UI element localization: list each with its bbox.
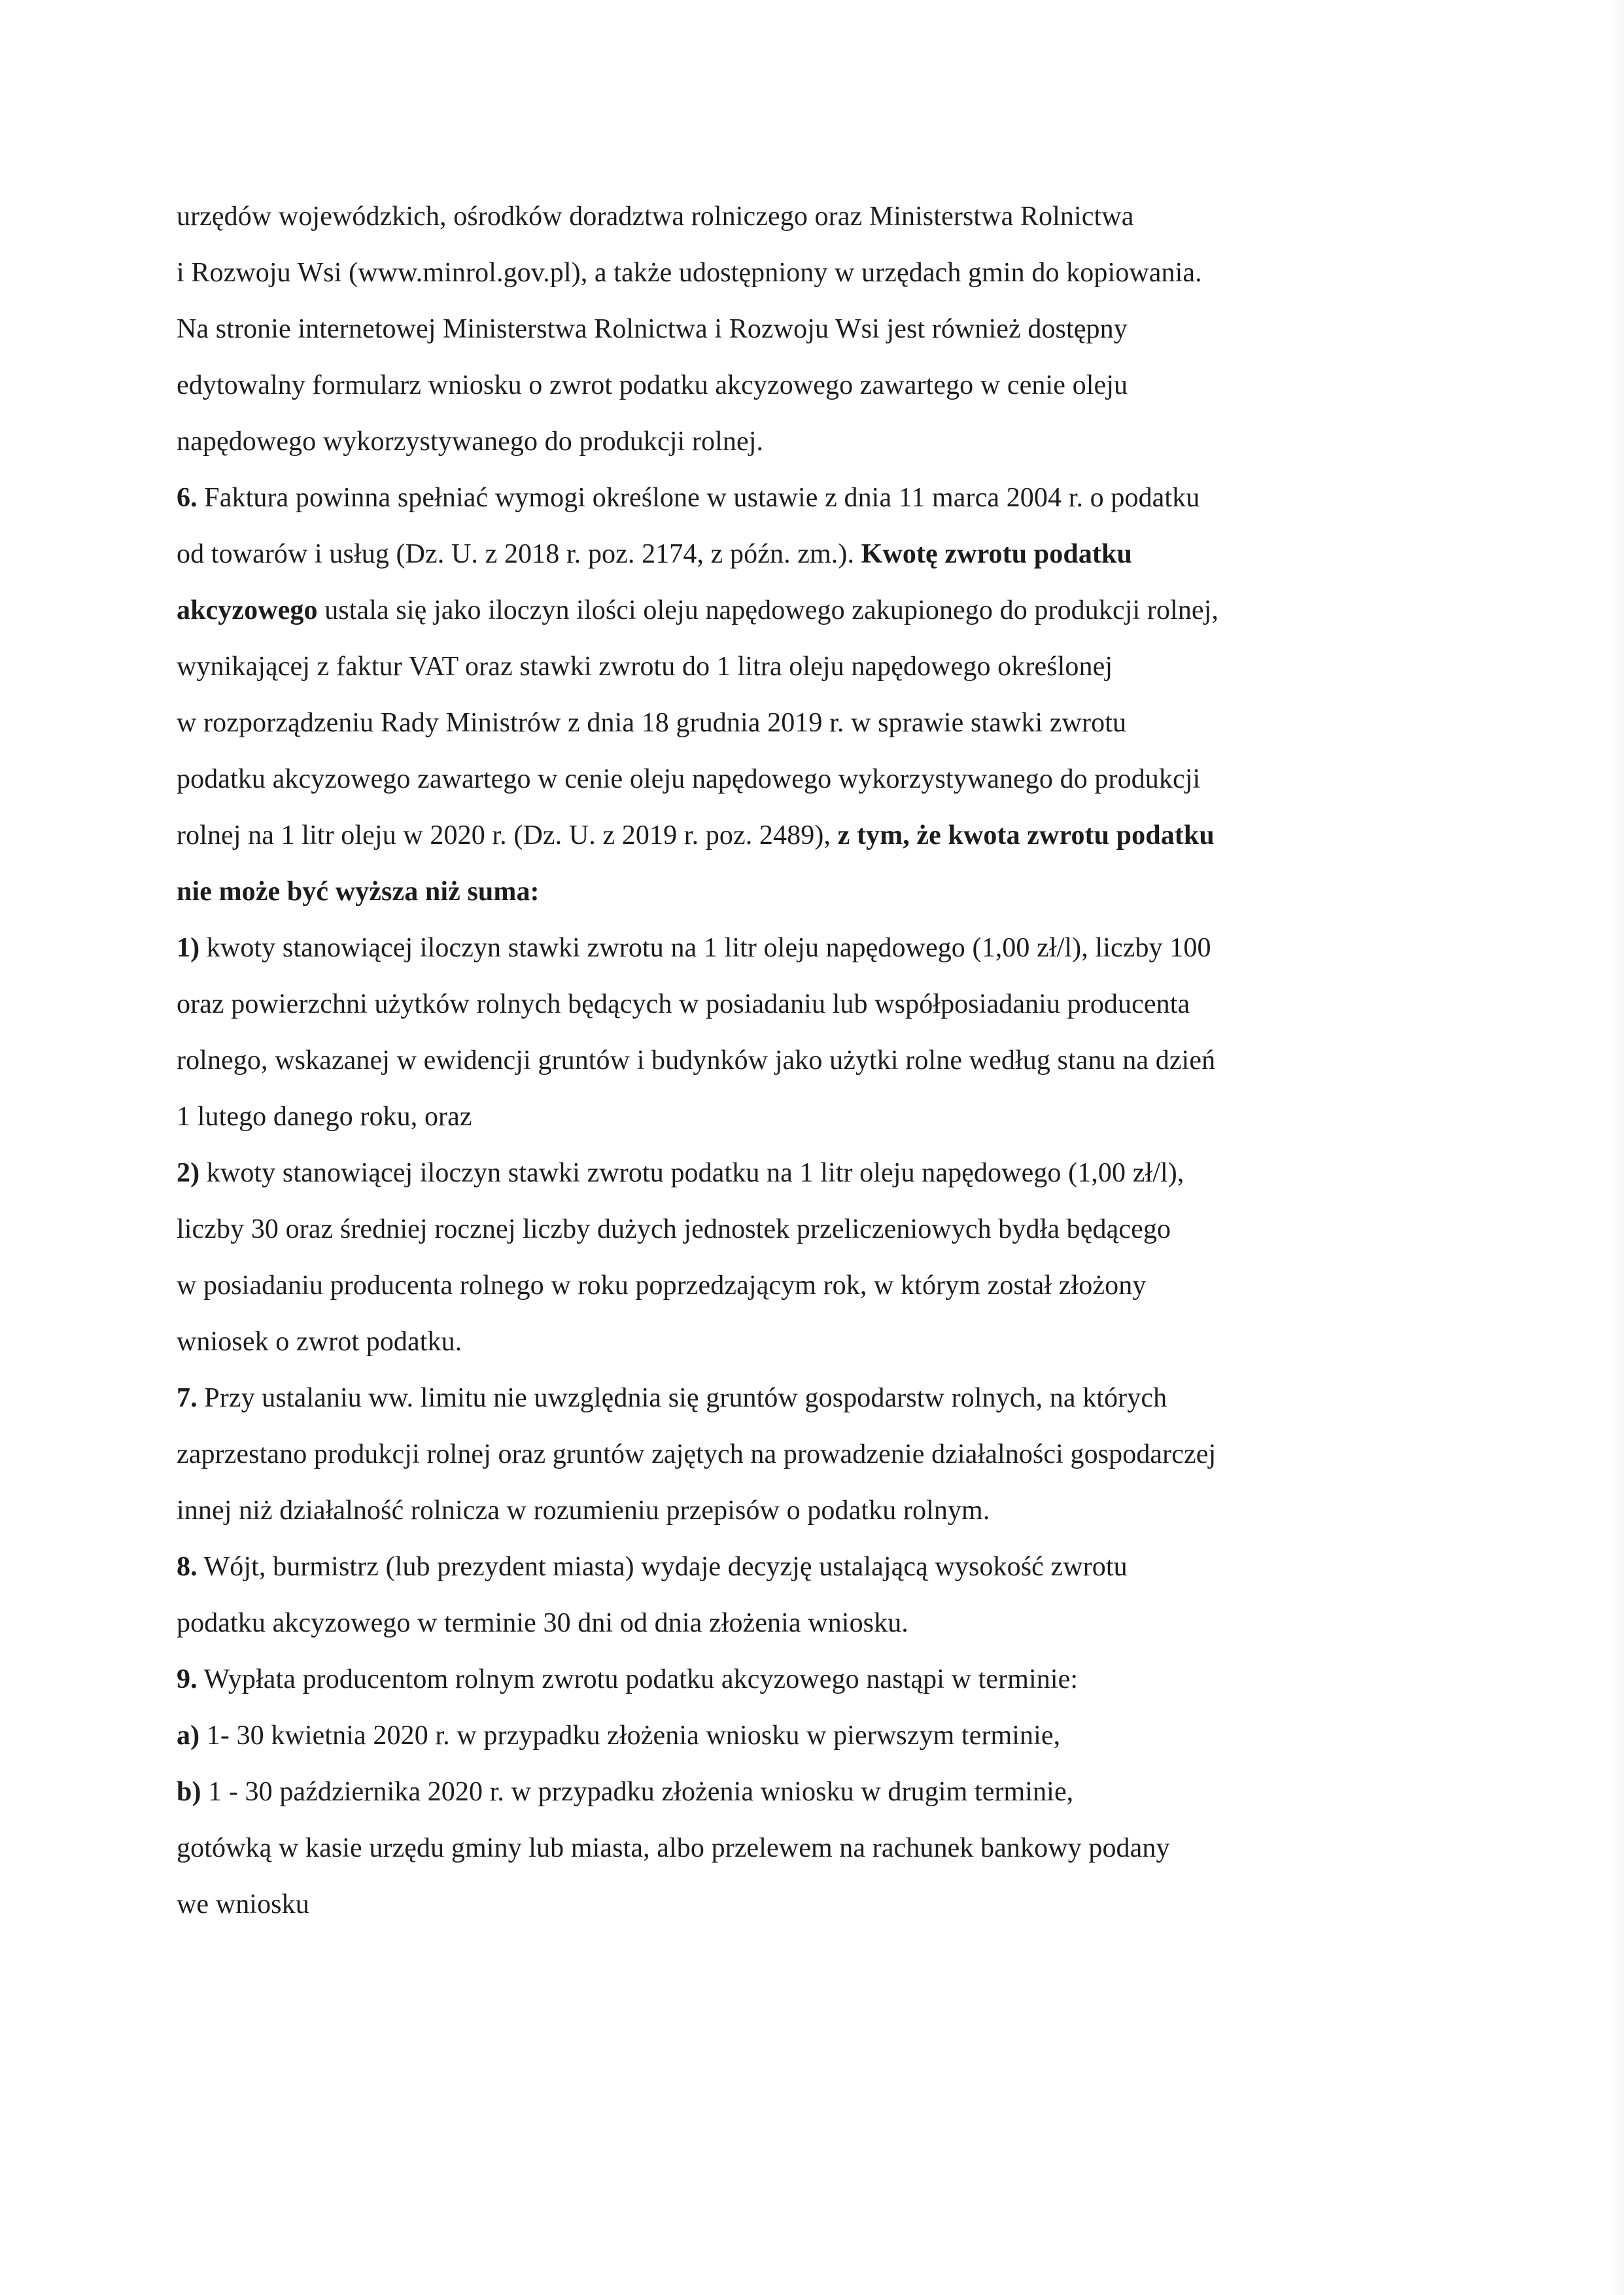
text-line: akcyzowego ustala się jako iloczyn ilości oleju napędowego zakupionego do produkcji rolnej,	[177, 595, 1219, 625]
text-line: podatku akcyzowego w terminie 30 dni od dnia złożenia wniosku.	[177, 1608, 908, 1638]
text-line: wynikającej z faktur VAT oraz stawki zwrotu do 1 litra oleju napędowego określonej	[177, 652, 1113, 682]
point-number: 6.	[177, 483, 198, 513]
sub-item-b-line: b) 1 - 30 października 2020 r. w przypadku złożenia wniosku w drugim terminie,	[177, 1777, 1074, 1807]
point-number: 9.	[177, 1664, 198, 1694]
text-line: od towarów i usług (Dz. U. z 2018 r. poz. 2174, z późn. zm.). Kwotę zwrotu podatku	[177, 539, 1132, 569]
text-line: zaprzestano produkcji rolnej oraz gruntów zajętych na prowadzenie działalności gospodarczej	[177, 1439, 1217, 1469]
list-letter: b)	[177, 1777, 201, 1807]
text-line: urzędów wojewódzkich, ośrodków doradztwa rolniczego oraz Ministerstwa Rolnictwa	[177, 201, 1134, 232]
text-line: rolnej na 1 litr oleju w 2020 r. (Dz. U. z 2019 r. poz. 2489), z tym, że kwota zwrotu podatku	[177, 820, 1215, 850]
point-7-line: 7. Przy ustalaniu ww. limitu nie uwzględnia się gruntów gospodarstw rolnych, na których	[177, 1383, 1167, 1413]
text-line: rolnego, wskazanej w ewidencji gruntów i budynków jako użytki rolne według stanu na dzień	[177, 1045, 1216, 1076]
text-line: liczby 30 oraz średniej rocznej liczby dużych jednostek przeliczeniowych bydła będącego	[177, 1214, 1171, 1244]
text-line: Na stronie internetowej Ministerstwa Rolnictwa i Rozwoju Wsi jest również dostępny	[177, 314, 1128, 344]
list-number: 2)	[177, 1158, 200, 1188]
text-line: wniosek o zwrot podatku.	[177, 1327, 462, 1357]
point-6-line: 6. Faktura powinna spełniać wymogi określone w ustawie z dnia 11 marca 2004 r. o podatku	[177, 483, 1200, 513]
bold-phrase: akcyzowego	[177, 595, 318, 625]
bold-phrase: Kwotę zwrotu podatku	[861, 539, 1132, 569]
bold-phrase: nie może być wyższa niż suma:	[177, 877, 540, 907]
text-line: podatku akcyzowego zawartego w cenie oleju napędowego wykorzystywanego do produkcji	[177, 764, 1201, 794]
text-line: innej niż działalność rolnicza w rozumieniu przepisów o podatku rolnym.	[177, 1496, 990, 1526]
text-line: oraz powierzchni użytków rolnych będących w posiadaniu lub współposiadaniu producenta	[177, 989, 1190, 1019]
point-number: 8.	[177, 1552, 198, 1582]
list-letter: a)	[177, 1721, 200, 1751]
text-line	[177, 864, 1459, 920]
text-line: gotówką w kasie urzędu gminy lub miasta, albo przelewem na rachunek bankowy podany	[177, 1833, 1170, 1863]
scan-edge-shadow	[1612, 0, 1624, 2295]
point-number: 7.	[177, 1383, 198, 1413]
text-line: 1 lutego danego roku, oraz	[177, 1102, 472, 1132]
list-item-2-line: 2) kwoty stanowiącej iloczyn stawki zwrotu podatku na 1 litr oleju napędowego (1,00 zł/l),	[177, 1158, 1184, 1188]
text-line: w rozporządzeniu Rady Ministrów z dnia 18 grudnia 2019 r. w sprawie stawki zwrotu	[177, 708, 1127, 738]
document-body	[177, 188, 1459, 1933]
list-number: 1)	[177, 933, 200, 963]
text-line: edytowalny formularz wniosku o zwrot podatku akcyzowego zawartego w cenie oleju	[177, 370, 1128, 400]
bold-phrase: z tym, że kwota zwrotu podatku	[837, 820, 1215, 850]
point-9-line: 9. Wypłata producentom rolnym zwrotu podatku akcyzowego nastąpi w terminie:	[177, 1664, 1079, 1694]
text-line: napędowego wykorzystywanego do produkcji rolnej.	[177, 427, 764, 457]
sub-item-a-line: a) 1- 30 kwietnia 2020 r. w przypadku złożenia wniosku w pierwszym terminie,	[177, 1721, 1061, 1751]
point-8-line: 8. Wójt, burmistrz (lub prezydent miasta) wydaje decyzję ustalającą wysokość zwrotu	[177, 1552, 1128, 1582]
text-line: i Rozwoju Wsi (www.minrol.gov.pl), a także udostępniony w urzędach gmin do kopiowania.	[177, 258, 1202, 288]
text-line: w posiadaniu producenta rolnego w roku poprzedzającym rok, w którym został złożony	[177, 1270, 1147, 1301]
text-line: we wniosku	[177, 1889, 309, 1919]
list-item-1-line: 1) kwoty stanowiącej iloczyn stawki zwrotu na 1 litr oleju napędowego (1,00 zł/l), liczby 100	[177, 933, 1211, 963]
